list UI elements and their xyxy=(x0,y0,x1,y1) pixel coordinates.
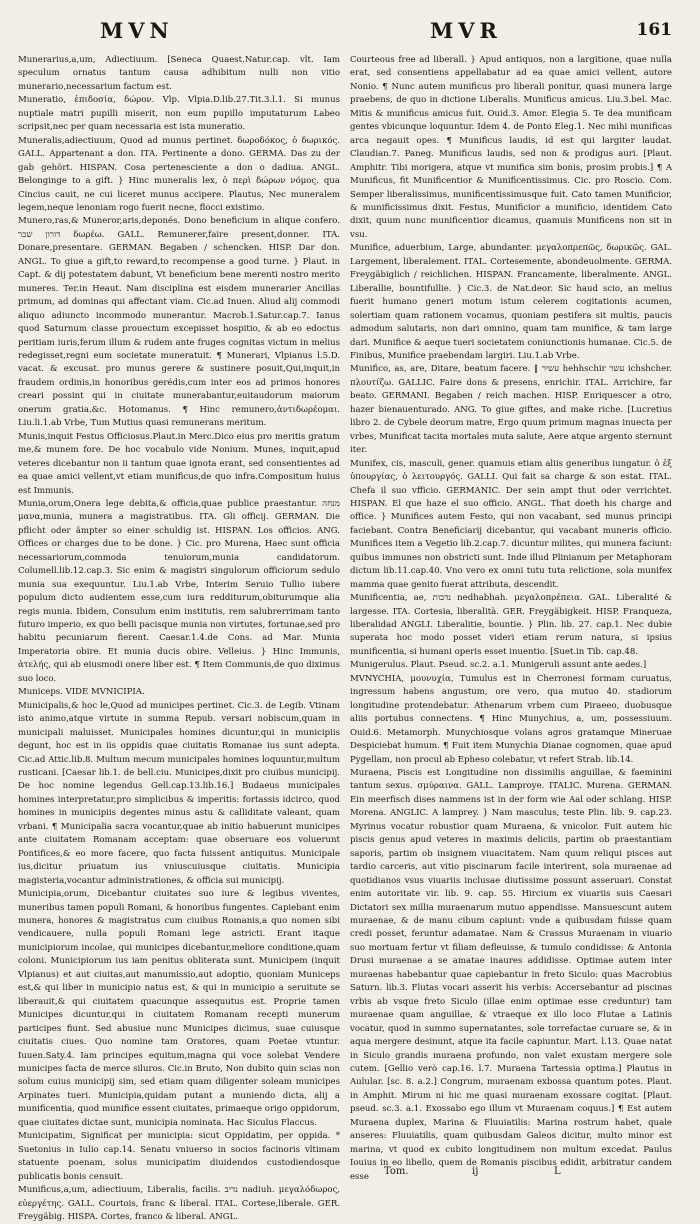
dictionary-entry: Muraena, Piscis est Longitudine non dissimilis anguillae, & faeminini tantum sexus. σμύραινα. GALL. Lamproye. ITALIC. Murena. GERMAN. Ein meerfisch dises nammens ist in der form wie Aal oder schlang. HISP. Morena. ANGLIC. A lamprey. } Nam masculus, teste Plin. lib. 9. cap.23. Myrinus vocatur robustior quam Muraena, & vnicolor. Fuit autem hic piscis genus apud veteres in maximis deliciis, partim ob praestantiam saporis, partim ob insignem viuacitatem. Nam quum reliqui pisces aut tardio carceris, aut vitio piscinarum facile interirent, sola muraenae ad quotidianos vsus viuariis inclusae diutissime possunt asseruari. Constat enim autoritate vir. lib. 9. cap. 55. Hircium ex viuariis suis Caesari Dictatori sex millia muraenarum mutuo appendisse. Mansuescunt autem muraenae, & de manu cibum capiunt: vnde a quibusdam fuisse quam credi posset, feruntur adamatae. Nam & Crassus Muraenam in viuario suo mortuam fertur vt filiam defleuisse, & tumulo condidisse: & Antonia Drusi muraenae a se amatae inaures addidisse. Optimae autem inter muraenas habebantur quae capiebantur in freto Siculo: quas Macrobius Saturn. lib.3. Flutas vocari asserit his verbis: Accersebantur ad piscinas vrbis ab vsque freto Siculo (illae enim optimae esse creduntur) tam muraenae quam anguillae, & vtraeque ex illo loco Flutae a Latinis vocatur, quod in summo supernatantes, sole torrefactae curuare se, & in aqua mergere desinunt, atque ita facile capiuntur. Mart. l.13. Quae natat in Siculo grandis muraena profundo, non valet exustam mergere sole cutem. [Gellio verò cap.16. l.7. Muraena Tartessia optima.] Plautus in Aulular. [sc. 8. a.2.] Congrum, muraenam exbossa quantum potes. Plaut. in Amphit. Mirum ni hic me quasi muraenam exossare cogitat. [Plaut. pseud. sc.3. a.1. Exossabo ego illum vt Muraenam coquus.] ¶ Est autem Muraena duplex, Marina & Fluuiatilis: Marina rostrum habet, quale anseres: Fluuiatilis, quam quibusdam Galeos dicitur, multo minor est marina, vt quod ex cubito longitudinem non multum excedat. Paulus Iouius in eo libello, quem de Romanis piscibus edidit, arbitratur candem esse xyxy=(350,768,672,1182)
dictionary-entry: Municipia,orum, Dicebantur ciuitates suo iure & legibus viventes, muneribus tamen populi Romani, & honoribus fungentes. Capiebant enim munera, honores & magistratus cum ciuibus Romanis,a quo nomen sibi vendicauere, nulla populi Romani lege astricti. Erant itaque municipiorum incolae, qui municipes dicebantur,meliore conditione,quam coloni. Municipiorum ius iam penitus obliterata sunt. Municipem (inquit Vlpianus) et aut ciuitas,aut manumissio,aut adoptio, quoniam Municeps est,& qui liber in municipio natus est, & qui in municipio a seruitute se liberauit,& qui ciuitatem quacunque assequutus est. Proprie tamen Municipes dicuntur,qui in ciuitatem Romanam recepti munerum participes fiunt. Sed abusiue nunc Municipes dicimus, suae cuiusque ciuitatis ciues. Quo nomine tam Oratores, quam Poetae vtuntur. Iuuen.Saty.4. Iam principes equitum,magna qui voce solebat Vendere municipes facta de merce siluros. Cic.in Bruto, Non dubito quin scias non solum cuius municipij sim, sed etiam quam diligenter soleam municipes Arpinates tueri. Municipia,quidam putant a muniendo dicta, alij a munificentia, quod munifice essent ciuitates, primaeque origo oppidorum, quae ciuitates dictae sunt, municipia nominata. Hac Siculus Flaccus. xyxy=(18,889,340,1128)
page-number: 161 xyxy=(636,20,672,40)
dictionary-entry: Munerarius,a,um, Adiectiuum. [Seneca Quaest.Natur.cap. vlt. Iam speculum ornatus tantum causa adhibitum nulli non vitio munerario,necessarium factum est. xyxy=(18,55,340,92)
text-columns xyxy=(18,54,682,1222)
dictionary-entry: Muneralis,adiectiuum, Quod ad munus pertinet. δωροδόκος, ὁ δωρικός. GALL. Appartenant a don. ITA. Pertinente a dono. GERMA. Das zu der gab gehört. HISPAN. Cosa pertenesciente a don o dadiua. ANGL. Belonginge to a gift. } Hinc muneralis lex, ὁ περὶ δώρων νόμος. qua Cincius cauit, ne cui liceret munus accipere. Plautus, Nec muneralem legem,neque lenoniam rogo fuerit necne, flocci existimo. xyxy=(18,135,340,213)
right-column xyxy=(350,54,672,1182)
dictionary-entry: Munifico, as, are, Ditare, beatum facere. ‖ עשיר hehhschir עשר ichshcher. πλουτίζω. GALLIC. Faire dons & presens, enrichir. ITAL. Arrichire, far beato. GERMANI. Begaben / reich machen. HISP. Enriquescer a otro, hazer bienauenturado. ANG. To giue giftes, and make riche. [Lucretius libro 2. de Cybele deorum matre, Ergo quum primum magnas inuecta per vrbes, Munificat tacita mortales muta salute, Aere atque argento sternunt iter. xyxy=(350,364,672,456)
signature-mark: ij xyxy=(472,1166,479,1177)
dictionary-entry: Munigerulus. Plaut. Pseud. sc.2. a.1. Munigeruli assunt ante aedes.] xyxy=(350,660,647,671)
dictionary-entry: Munero,ras,& Muneror,aris,deponés. Dono beneficium in alique confero. דורון שׁכר δωρέω. GALL. Remunerer,faire present,donner. ITA. Donare,presentare. GERMAN. Begaben / schencken. HISP. Dar don. ANGL. To giue a gift,to reward,to recompense a good turne. } Plaut. in Capt. & dij potestatem dabunt, Vt beneficium bene merenti nostro merito muneres. Ter.in Heaut. Nam disciplina est eisdem munerarier Ancillas primum, ad dominas qui affectant viam. Cic.ad Inuen. Aliud alij commodi aliquo adiuncto incommodo munerantur. Macrob.1.Satur.cap.7. Ianus quod Saturnum classe prouectum excepisset hospitio, & ab eo edoctus peritiam iuris,ferum illum & rudem ante fruges cognitas victum in melius redegisset,regni eum societate muneratuit. ¶ Munerari, Vlpianus l.5.D. vacat. & excusat. pro munus gerere & sustinere posuit,Qui,inquit,in fraudem ordinis,in honoribus gerédis,cum inter eos ad primos honores creari possint qui in ciuitate munerabantur,euitaudorum maiorum onerum gratia.&c. Hotomanus. ¶ Hinc remunero,ἀντιδωρέομαι. Liu.li.1.ab Vrbe, Tum Mutius quasi remunerans meritum. xyxy=(18,216,340,429)
dictionary-entry: Munifice, aduerbium, Large, abundanter. μεγαλοπρεπῶς, δωρικῶς. GAL. Largement, liberalement. ITAL. Cortesemente, abondeuolmente. GERMA. Freygäbiglich / reichlichen. HISPAN. Francamente, liberalmente. ANGL. Liberallie, bountifullie. } Cic.3. de Nat.deor. Sic haud scio, an melius fuerit humano generi motum istum celerem cogitationis acumen, solertiam quam rationem vocamus, quoniam pestifera sit multis, paucis admodum salutaris, non dari omnino, quam tam munifice, & tam large dari. Munifice & aeque tueri societatem coniunctionis humanae. Cic.5. de Finibus, Munifice praebendam largiri. Liu.1.ab Vrbe. xyxy=(350,243,672,361)
dictionary-entry: Courteous free ad liberall. } Apud antiquos, non a largitione, quae nulla erat, sed consentiens appellabatur ad ea quae amici vellent, autore Nonio. ¶ Nunc autem munificus pro liberali ponitur, quasi munera large praebens, de quo in dictione Liberalis. Munificus amicus. Liu.3.bel. Mac. Mitis & munificus amicus fuit. Ouid.3. Amor. Elegia 5. Te dea munificam gentes vbicunque loquuntur. Idem 4. de Ponto Eleg.1. Nec mihi munificas arca negauit opes. ¶ Munificus laudis, id est qui largiter laudat. Claudian.7. Paneg. Munificus laudis, sed non & prodigus auri. [Plaut. Amphitr. Tibi morigera, atque vt munifica sim bonis, prosim probis.] ¶ A Munificus, fit Munificentior & Munificentissimus. Cic. pro Roscio. Com. Semper liberalissimus, munificentissimusque fuit. Cato tamen Munificior, & munificissimus dixit. Festus, Munificior a munificio, identidem Cato dixit, quum nunc munificentior dicamus, quamuis Munificens non sit in vsu. xyxy=(350,55,672,240)
running-header xyxy=(18,14,682,54)
page-footer xyxy=(18,1164,682,1188)
dictionary-entry: Munificus,a,um, adiectiuum, Liberalis, facilis. נדיב nadiuh. μεγαλόδωρος, εὐεργέτης. GALL. Courtois, franc & liberal. ITAL. Cortese,liberale. GER. Freygäbig. HISPA. Cortes, franco & liberal. ANGL. xyxy=(18,1185,340,1222)
dictionary-entry: Municeps. VIDE MVNICIPIA. xyxy=(18,687,145,698)
dictionary-entry: MVNYCHIA, μουνυχία, Tumulus est in Cherronesi formam curuatus, ingressum habens angustum, ore vero, qua mutuo 40. stadiorum longitudine protendebatur. Athenarum vrbem cum Piraeeo, duobusque aliis portubus connectens. ¶ Hinc Munychius, a, um, possessiuum. Ouid.6. Metamorph. Munychiosque volans agros gratamque Mineruae Despiciebat humum. ¶ Fuit item Munychia Dianae cognomen, quae apud Pygellam, non procul ab Epheso colebatur, vt refert Strab. lib.14. xyxy=(350,673,672,765)
dictionary-entry: Munificentia, ae, נדבות nedhabhah. μεγαλοπρέπεια. GAL. Liberalité & largesse. ITA. Cortesia, liberalità. GER. Freygäbigkeit. HISP. Franqueza, liberalidad ANGLI. Liberalitie, bountie. } Plin. lib. 27. cap.1. Nec dubie superata hoc modo posset videri etiam rerum natura, si ipsius munificentia, si humani operis esset inuentio. [Suet.in Tib. cap.48. xyxy=(350,593,672,657)
left-column xyxy=(18,54,340,1222)
dictionary-entry: Municipalis,& hoc le,Quod ad municipes pertinet. Cic.3. de Legib. Vtinam isto animo,atque virtute in summa Repub. versari nobiscum,quam in municipali maluisset. Municipales homines dicuntur,qui in municipiis degunt, hoc est in iis oppidis quae ciuitatis Romanae ius sunt adepta. Cic.ad Attic.lib.8. Multum mecum municipales homines loquuntur,multum rusticani. [Caesar lib.1. de bell.ciu. Municipes,dixit pro ciuibus municipij. De hoc nomine legendus Gell.cap.13.lib.16.] Budaeus municipales homines interpretatur,pro simplicibus & imperitis: fortassis idcirco, quod homines in municipiis degentes minus astu & calliditate valeant, quam vrbani. ¶ Municipalia sacra vocantur,quae ab initio habuerunt municipes ante ciuitatem Romanam acceptam: quae obseruare eos voluerunt Pontifices,& eo more facere, quo facta fuissent antiquitus. Municipale ius,dicitur priuatum ius vniuscuiusque ciuitatis. Municipia magisteria,vocantur administrationes, & officia sui municipij. xyxy=(18,700,340,886)
dictionary-entry: Muneratio, ἐπιδοσία, δώρον. Vlp. Vlpia.D.lib.27.Tit.3.l.1. Si munus nuptiale matri pupilli miserit, non eum pupillo imputaturum Labeo scripsit,nec per quam necessaria est ista muneratio. xyxy=(18,95,340,133)
dictionary-entry: Munia,orum,Onera lege debita,& officia,quae publice praestantur. מנחה μανα,munia, munera a magistratibus. ITA. Gli officij. GERMAN. Die pflicht oder ämpter so einer schuldig ist. HISPAN. Los officios. ANG. Offices or charges due to be done. } Cic. pro Murena, Haec sunt officia necessariorum,commoda tenuiorum,munia candidatorum. Columell.lib.12.cap.3. Sic enim & magistri singulorum officiorum sedulo munia sua exequuntur. Liu.1.ab Vrbe, Interim Seruio Tullio iubere populum dicto audientem esse,cum iura redditurum,obiturumque alia regis munia. Ibidem, Consulum enim institutis, rem salubrerrimam tanto futuro imperio, ex quo belli pacisque munia non virtutes, fortunae,sed pro habitu pecuniarum fierent. Caesar.1.4.de Cons. ad Mar. Munia Imperatoria obire. Et munia ducis obire. Velleius. } Hinc Immunis, ἀτελής, qui ab eiusmodi onere liber est. ¶ Item Communis,de quo diximus suo loco. xyxy=(18,498,340,684)
volume-mark: Tom. xyxy=(384,1166,409,1177)
left-running-head: MVN xyxy=(100,18,174,43)
dictionary-entry: Munis,inquit Festus Officiosus.Plaut.in Merc.Dico eius pro meritis gratum me,& munem fore. De hoc vocabulo vide Nonium. Munes, inquit,apud veteres dicebantur non ii tantum quae ignota erant, sed consentientes ad ea quae amici vellent,vt etiam munificus,de quo infra.Compositum huius est Immunis. xyxy=(18,431,340,496)
dictionary-entry: Munifex, cis, masculi, gener. quamuis etiam aliis generibus iungatur. ὁ ἐξ ὑπουργίας, ὁ λειτουργός. GALLI. Qui fait sa charge & son estat. ITAL. Chefa il suo vfficio. GERMANIC. Der sein ampt thut oder verrichtet. HISPAN. El que haze el suo officio. ANGL. That doeth his charge and office. } Munifices autem Festo, qui non vacabant, sed munus principi faciebant. Contra Beneficiarij dicebantur, qui vacabant muneris officio. Munifices item a Vegetio lib.2.cap.7. dicuntur milites, qui munera faciunt: quibus immunes non obstricti sunt. Inde illud Plinianum per Metaphoram dictum lib.11.cap.40. Vno vero ex omni tutu tuta relictione, sola munifex mamma quae genito fuerat attributa, descendit. xyxy=(350,458,672,590)
catchword: L xyxy=(554,1166,561,1177)
dictionary-entry: Municipatim, Significat per municipia: sicut Oppidatim, per oppida. * Suetonius in Iulio cap.14. Senatu vniuerso in socios facinoris vltimam statuente poenam, solus municipatim diuidendos custodiendosque publicatis bonis censuit. xyxy=(18,1131,340,1182)
right-running-head: MVR xyxy=(430,18,502,43)
